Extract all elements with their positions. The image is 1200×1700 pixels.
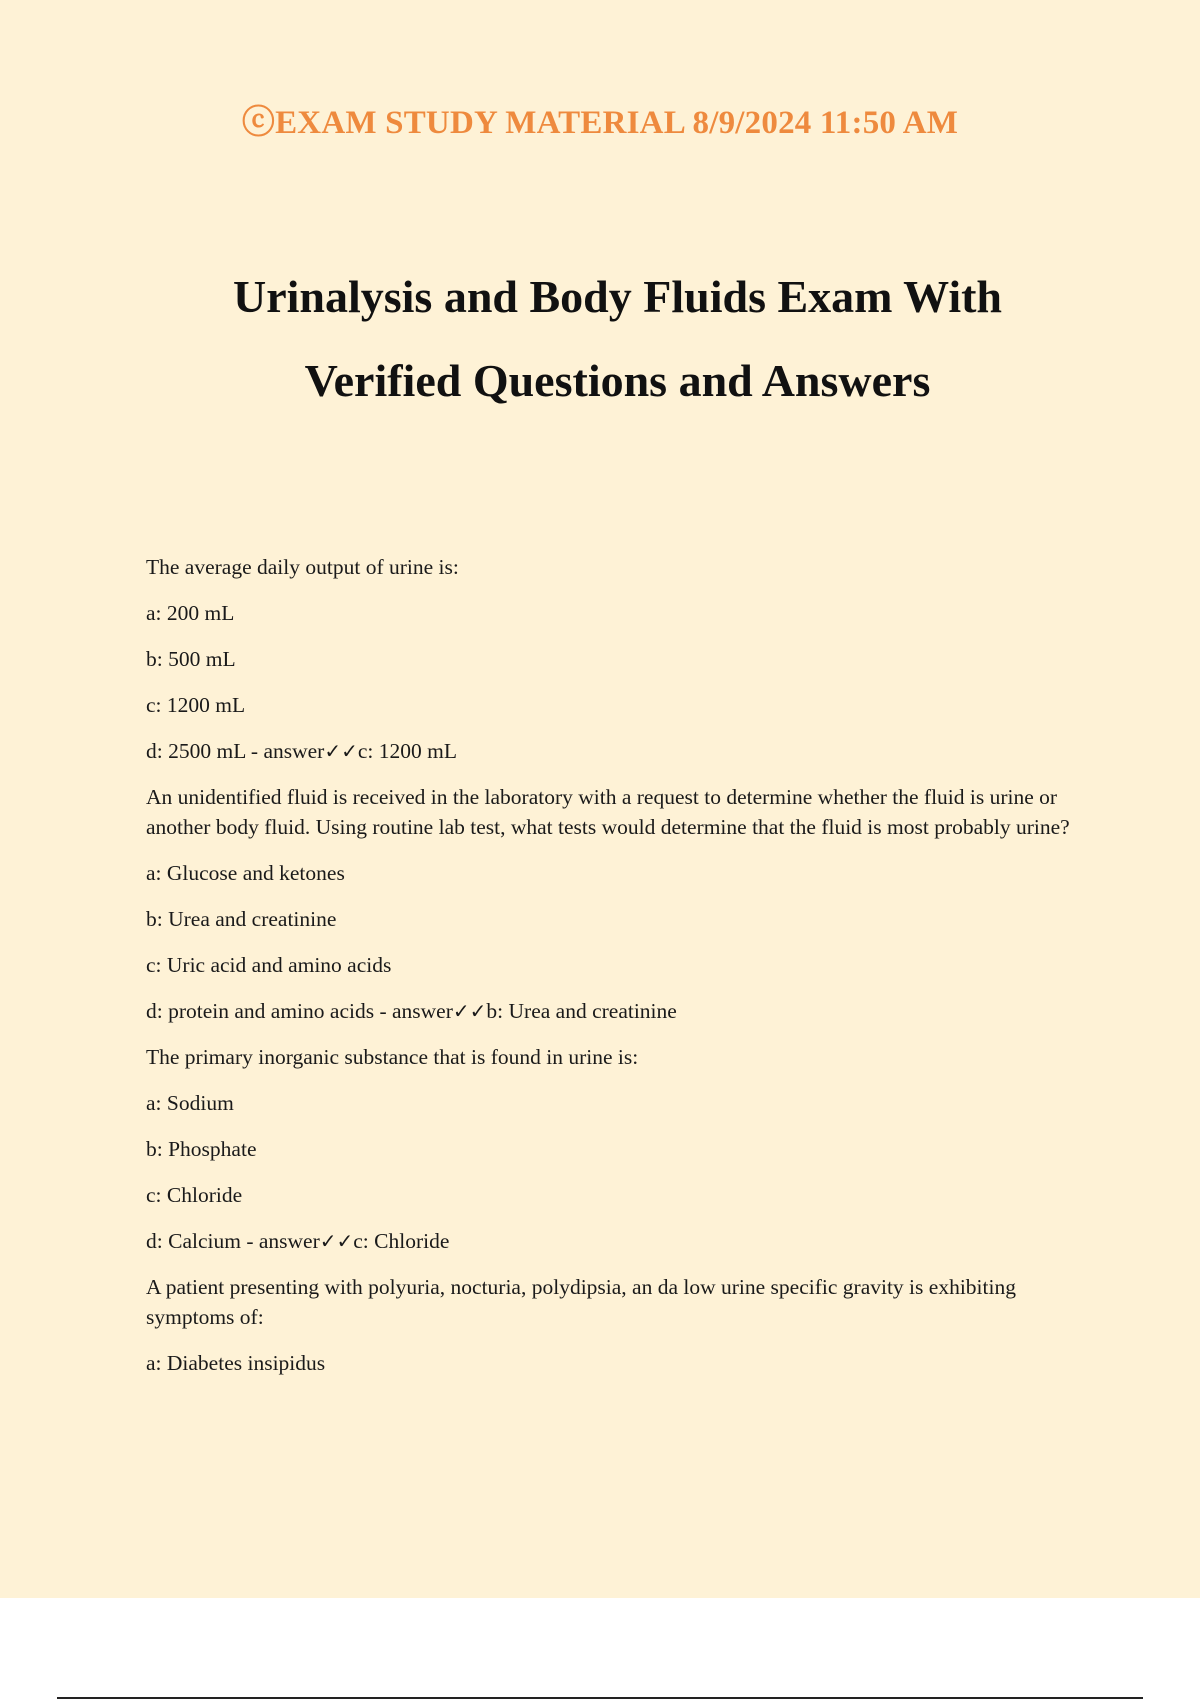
option-a: a: Glucose and ketones bbox=[146, 861, 345, 885]
question-text: An unidentified fluid is received in the laboratory with a request to determine whether the fluid is urine or another body fluid. Using routine lab test, what tests would determine that the fluid is most probably urine? bbox=[146, 785, 1070, 839]
title-line-1: Urinalysis and Body Fluids Exam With bbox=[232, 271, 1003, 322]
question-list bbox=[146, 552, 1096, 1394]
double-check-icon: ✓✓ bbox=[319, 1229, 354, 1253]
question-text: A patient presenting with polyuria, nocturia, polydipsia, an da low urine specific gravity is exhibiting symptoms of: bbox=[146, 1275, 1016, 1329]
answer-text: b: Urea and creatinine bbox=[486, 999, 677, 1023]
answer-text: c: Chloride bbox=[353, 1229, 450, 1253]
title-line-2: Verified Questions and Answers bbox=[304, 355, 931, 406]
option-c: c: Chloride bbox=[146, 1183, 243, 1207]
option-a: a: Sodium bbox=[146, 1091, 234, 1115]
option-d-with-answer bbox=[146, 996, 1096, 1026]
option-d: d: 2500 mL - answer bbox=[146, 739, 325, 763]
question-text: The primary inorganic substance that is found in urine is: bbox=[146, 1045, 639, 1069]
document-title bbox=[100, 255, 1135, 423]
question-text: The average daily output of urine is: bbox=[146, 555, 459, 579]
option-b: b: 500 mL bbox=[146, 647, 236, 671]
double-check-icon: ✓✓ bbox=[324, 739, 358, 763]
exam-watermark: ⓒEXAM STUDY MATERIAL 8/9/2024 11:50 AM bbox=[241, 105, 959, 141]
option-b: b: Urea and creatinine bbox=[146, 907, 337, 931]
option-b: b: Phosphate bbox=[146, 1137, 257, 1161]
option-d-with-answer bbox=[146, 736, 1096, 766]
answer-text: c: 1200 mL bbox=[357, 739, 457, 763]
option-c: c: 1200 mL bbox=[146, 693, 246, 717]
double-check-icon: ✓✓ bbox=[452, 999, 487, 1023]
option-a: a: 200 mL bbox=[146, 601, 235, 625]
option-d: d: protein and amino acids - answer bbox=[146, 999, 453, 1023]
option-c: c: Uric acid and amino acids bbox=[146, 953, 392, 977]
option-d-with-answer bbox=[146, 1226, 1096, 1256]
option-a: a: Diabetes insipidus bbox=[146, 1351, 326, 1375]
option-d: d: Calcium - answer bbox=[146, 1229, 320, 1253]
page-divider bbox=[57, 1697, 1143, 1699]
